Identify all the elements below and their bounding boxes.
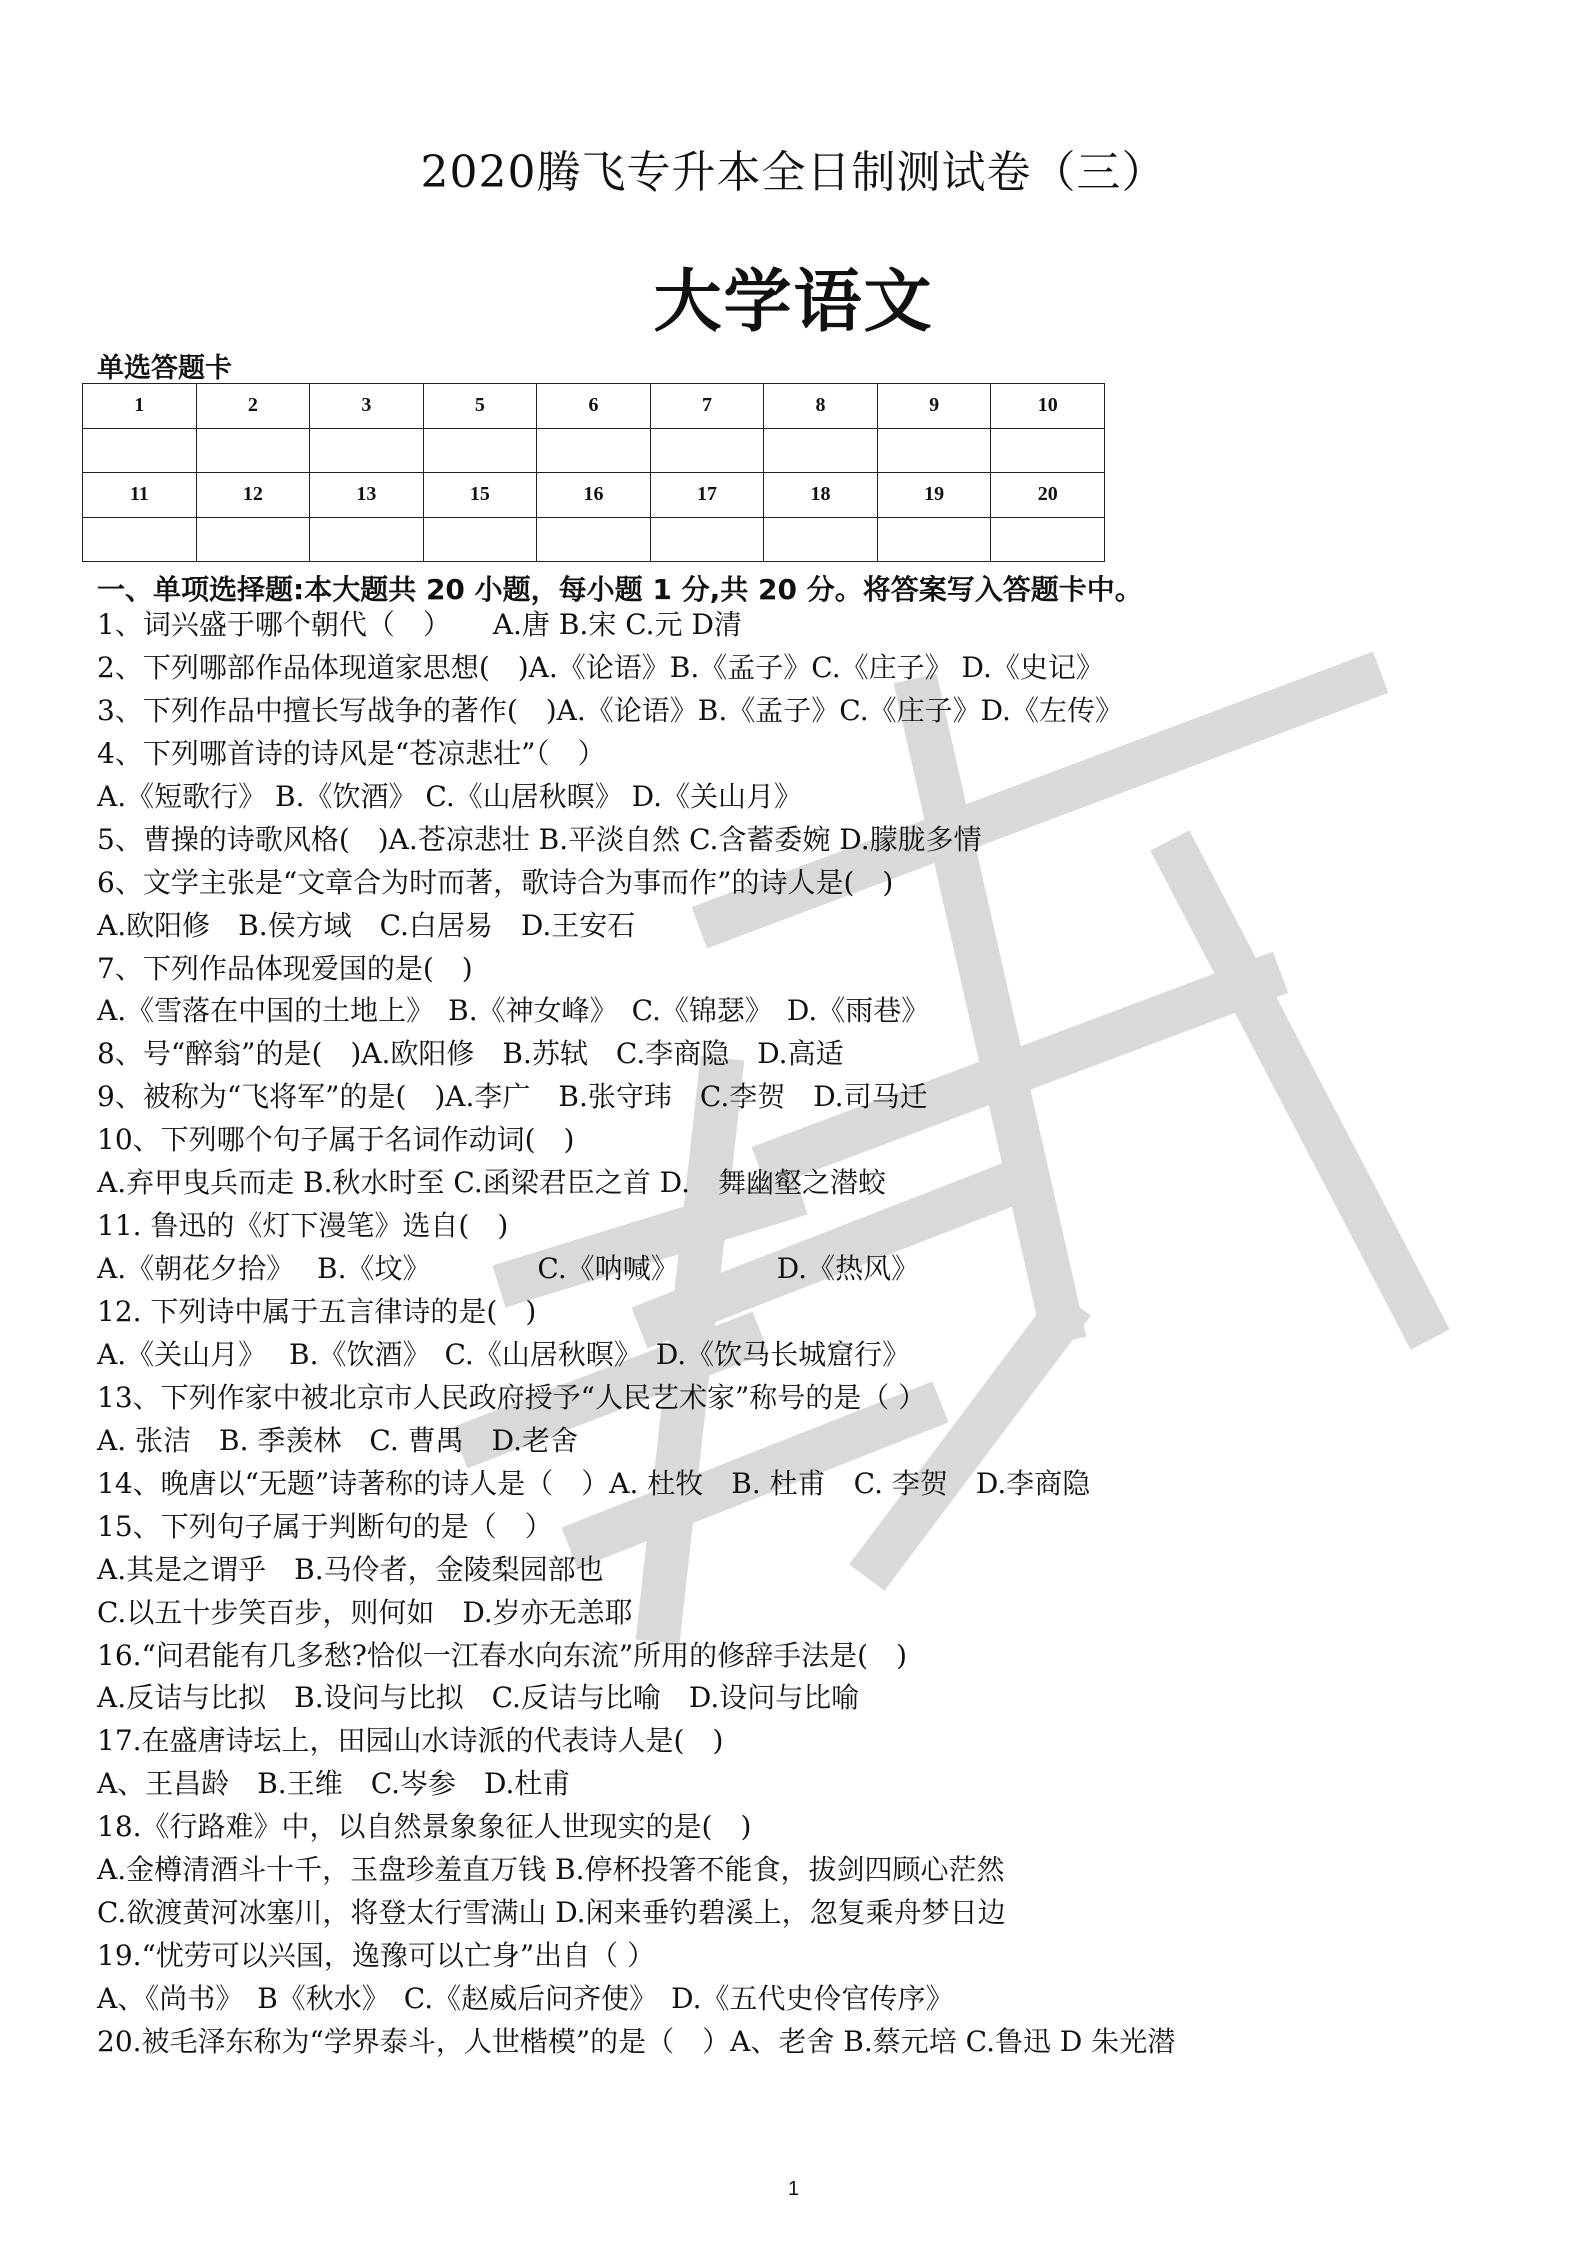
question-line: A.反诘与比拟 B.设问与比拟 C.反诘与比喻 D.设问与比喻	[97, 1681, 860, 1715]
question-line: A.欧阳修 B.侯方域 C.白居易 D.王安石	[97, 908, 636, 942]
question-line: A.《朝花夕拾》 B.《坟》 C.《呐喊》 D.《热风》	[97, 1252, 920, 1286]
answer-cell[interactable]	[196, 517, 310, 562]
question-line: A.其是之谓乎 B.马伶者，金陵梨园部也	[97, 1552, 604, 1586]
answer-card-number: 6	[537, 384, 651, 429]
answer-card-number: 7	[650, 384, 764, 429]
question-line: A、王昌龄 B.王维 C.岑参 D.杜甫	[97, 1767, 571, 1801]
answer-cell[interactable]	[650, 428, 764, 473]
question-line: A.《关山月》 B.《饮酒》 C.《山居秋暝》 D.《饮马长城窟行》	[97, 1337, 911, 1371]
answer-card-number: 1	[83, 384, 197, 429]
answer-cell[interactable]	[423, 428, 537, 473]
section-heading: 一、单项选择题:本大题共 20 小题，每小题 1 分,共 20 分。将答案写入答题卡中。	[97, 573, 1143, 606]
question-line: 13、下列作家中被北京市人民政府授予“人民艺术家”称号的是（ ）	[97, 1380, 927, 1414]
answer-card-number: 15	[423, 473, 537, 518]
answer-cell[interactable]	[310, 428, 424, 473]
answer-card-number: 13	[310, 473, 424, 518]
page-number: 1	[787, 2178, 800, 2200]
answer-card-number: 19	[877, 473, 991, 518]
question-line: 1、词兴盛于哪个朝代（ ） A.唐 B.宋 C.元 D清	[97, 608, 742, 641]
question-line: A、《尚书》 B《秋水》 C.《赵威后问齐使》 D.《五代史伶官传序》	[97, 1982, 954, 2015]
answer-cell[interactable]	[764, 428, 878, 473]
question-line: 4、下列哪首诗的诗风是“苍凉悲壮”（ ）	[97, 736, 606, 770]
question-line: C.欲渡黄河冰塞川，将登太行雪满山 D.闲来垂钓碧溪上，忽复乘舟梦日边	[97, 1896, 1006, 1930]
answer-card-number: 8	[764, 384, 878, 429]
question-line: A. 张洁 B. 季羡林 C. 曹禺 D.老舍	[97, 1423, 578, 1457]
question-line: A.《短歌行》 B.《饮酒》 C.《山居秋暝》 D.《关山月》	[97, 779, 802, 813]
question-line: 12. 下列诗中属于五言律诗的是( )	[97, 1295, 537, 1328]
question-line: 16.“问君能有几多愁?恰似一江春水向东流”所用的修辞手法是( )	[97, 1638, 908, 1672]
subject-title: 大学语文	[653, 263, 934, 342]
answer-cell[interactable]	[877, 428, 991, 473]
answer-cell[interactable]	[83, 517, 197, 562]
question-line: 9、被称为“飞将军”的是( )A.李广 B.张守玮 C.李贺 D.司马迁	[97, 1080, 928, 1114]
answer-card-number: 20	[991, 473, 1105, 518]
answer-card-number: 16	[537, 473, 651, 518]
question-line: 11. 鲁迅的《灯下漫笔》选自( )	[97, 1209, 509, 1243]
question-line: 2、下列哪部作品体现道家思想( )A.《论语》B.《孟子》C.《庄子》 D.《史记》	[97, 650, 1104, 684]
answer-card-number: 12	[196, 473, 310, 518]
question-line: A.弃甲曳兵而走 B.秋水时至 C.函梁君臣之首 D. 舞幽壑之潜蛟	[97, 1166, 886, 1200]
question-line: 15、下列句子属于判断句的是（ ）	[97, 1509, 553, 1543]
question-line: 17.在盛唐诗坛上，田园山水诗派的代表诗人是( )	[97, 1724, 724, 1758]
answer-card-number: 9	[877, 384, 991, 429]
answer-cell[interactable]	[877, 517, 991, 562]
answer-card-blank-row	[83, 517, 1105, 562]
answer-cell[interactable]	[991, 517, 1105, 562]
question-line: 18.《行路难》中，以自然景象象征人世现实的是( )	[97, 1810, 752, 1844]
question-line: 7、下列作品体现爱国的是( )	[97, 951, 473, 985]
answer-cell[interactable]	[537, 428, 651, 473]
answer-card-blank-row	[83, 428, 1105, 473]
answer-card-number: 10	[991, 384, 1105, 429]
question-line: 10、下列哪个句子属于名词作动词( )	[97, 1123, 575, 1157]
answer-cell[interactable]	[991, 428, 1105, 473]
answer-cell[interactable]	[310, 517, 424, 562]
exam-title: 2020腾飞专升本全日制测试卷（三）	[420, 147, 1167, 198]
question-line: 14、晚唐以“无题”诗著称的诗人是（ ）A. 杜牧 B. 杜甫 C. 李贺 D.李商隐	[97, 1466, 1091, 1500]
answer-cell[interactable]	[764, 517, 878, 562]
answer-card-number: 17	[650, 473, 764, 518]
question-line: 6、文学主张是“文章合为时而著，歌诗合为事而作”的诗人是( )	[97, 865, 894, 899]
question-line: 8、号“醉翁”的是( )A.欧阳修 B.苏轼 C.李商隐 D.高适	[97, 1037, 844, 1071]
question-list	[97, 604, 1517, 2064]
answer-card-number: 2	[196, 384, 310, 429]
answer-card-number-row	[83, 473, 1105, 518]
answer-cell[interactable]	[196, 428, 310, 473]
answer-card-label: 单选答题卡	[97, 353, 232, 384]
question-line: A.《雪落在中国的土地上》 B.《神女峰》 C.《锦瑟》 D.《雨巷》	[97, 994, 930, 1028]
answer-card-table	[82, 383, 1105, 562]
answer-card-number: 5	[423, 384, 537, 429]
answer-card-number: 3	[310, 384, 424, 429]
question-line: 19.“忧劳可以兴国，逸豫可以亡身”出自（ ）	[97, 1939, 656, 1973]
question-line: 20.被毛泽东称为“学界泰斗，人世楷模”的是（ ）A、老舍 B.蔡元培 C.鲁迅 D 朱光潜	[97, 2024, 1176, 2058]
question-line: C.以五十步笑百步，则何如 D.岁亦无恙耶	[97, 1595, 633, 1629]
question-line: 5、曹操的诗歌风格( )A.苍凉悲壮 B.平淡自然 C.含蓄委婉 D.朦胧多情	[97, 822, 982, 856]
answer-cell[interactable]	[83, 428, 197, 473]
answer-cell[interactable]	[423, 517, 537, 562]
question-line: 3、下列作品中擅长写战争的著作( )A.《论语》B.《孟子》C.《庄子》D.《左传》	[97, 693, 1123, 727]
answer-card-number: 11	[83, 473, 197, 518]
answer-card-number-row	[83, 384, 1105, 429]
question-line: A.金樽清酒斗十千，玉盘珍羞直万钱 B.停杯投箸不能食，拔剑四顾心茫然	[97, 1853, 1005, 1887]
answer-cell[interactable]	[650, 517, 764, 562]
answer-card-number: 18	[764, 473, 878, 518]
answer-cell[interactable]	[537, 517, 651, 562]
